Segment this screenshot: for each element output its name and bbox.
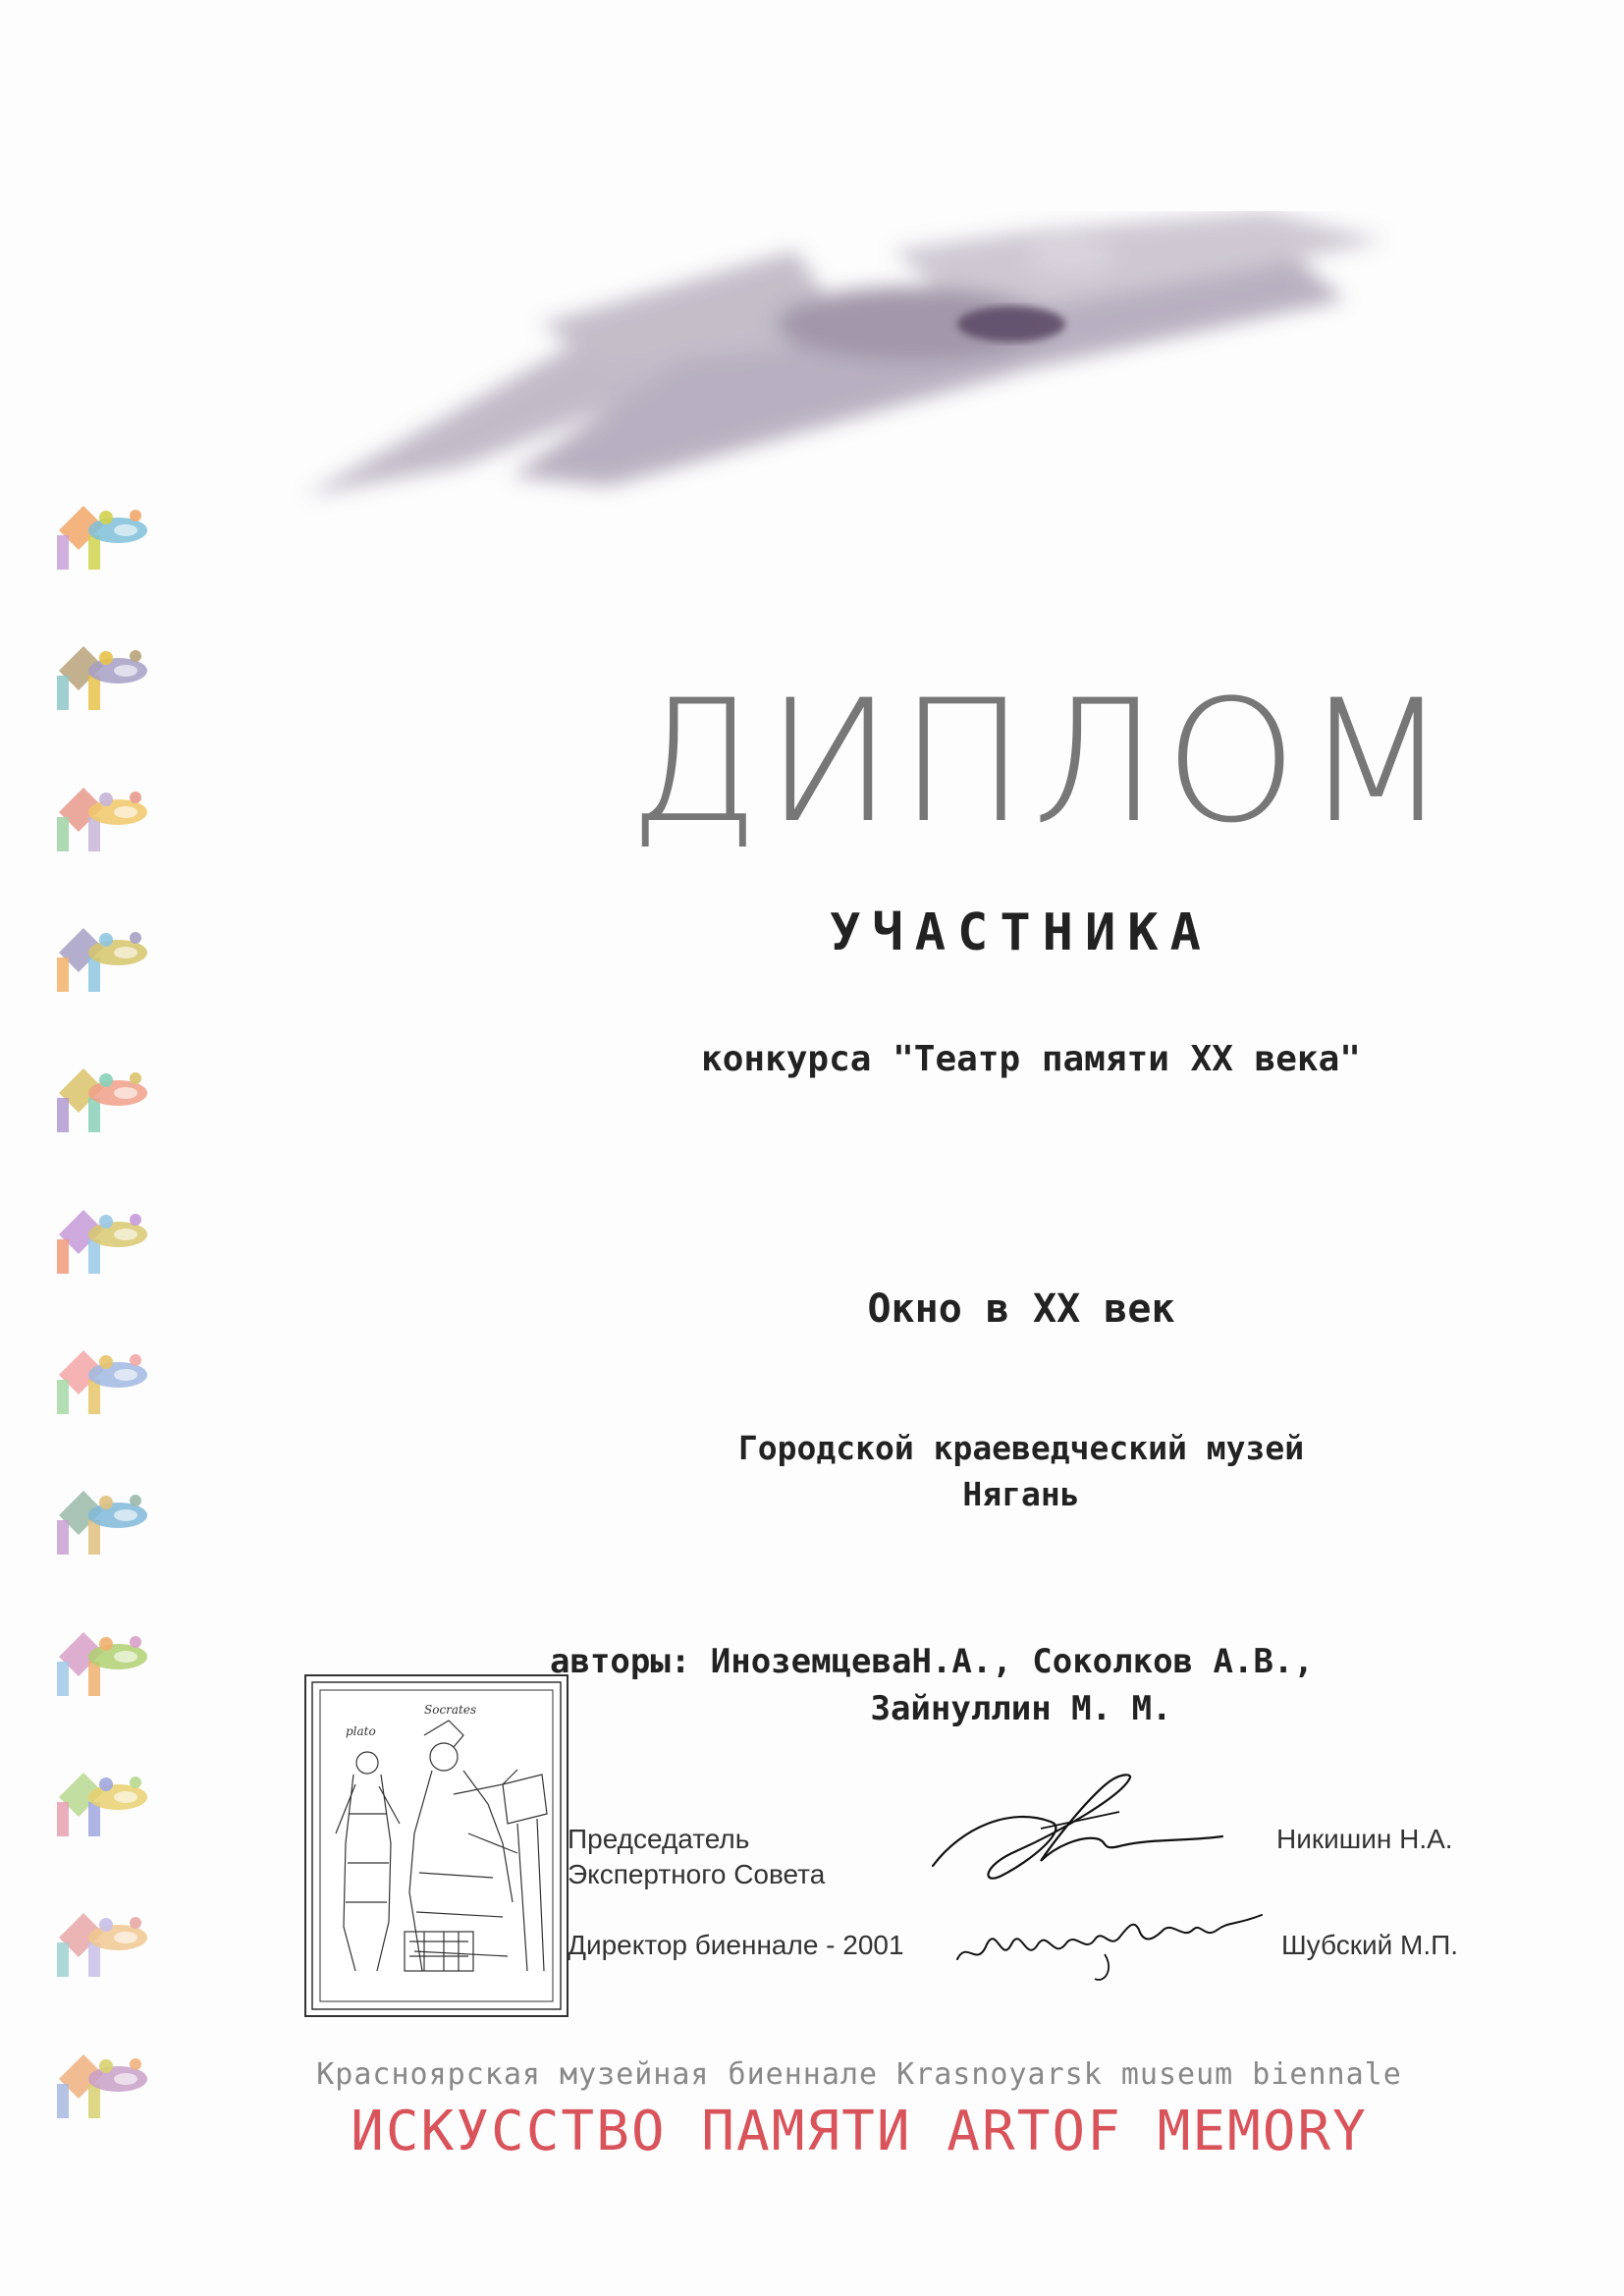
engraving-label-right: Socrates (424, 1703, 477, 1717)
biennale-logo-icon (49, 778, 157, 856)
director-role: Директор биеннале - 2001 (568, 1930, 904, 1960)
footer-biennale-name: Красноярская музейная биеннале Krasnoyarsk museum biennale (316, 2057, 1402, 2092)
engraving-label-left: plato (346, 1724, 376, 1738)
biennale-logo-icon (49, 918, 157, 997)
chair-role (568, 1822, 882, 1893)
biennale-logo-icon (49, 496, 157, 574)
diploma-title: ДИПЛОМ (628, 663, 1455, 860)
engraving-illustration (304, 1674, 568, 2017)
biennale-logo-icon (49, 2045, 157, 2123)
organization-name: Городской краеведческий музей (737, 1429, 1305, 1467)
authors-line-1: авторы: ИноземцеваН.А., Соколков А.В., (550, 1642, 1314, 1681)
organization-city: Нягань (962, 1475, 1080, 1513)
footer-art-of-memory: ИСКУССТВО ПАМЯТИ ARTOF MEMORY (351, 2100, 1368, 2163)
director-name: Шубский М.П. (1281, 1930, 1459, 1960)
chair-role-line-1: Председатель (568, 1824, 750, 1854)
biennale-logo-icon (49, 1340, 157, 1419)
biennale-logo-icon (49, 1622, 157, 1701)
work-title: Окно в XX век (867, 1286, 1175, 1332)
side-logo-column (49, 491, 167, 2180)
contest-name: конкурса "Театр памяти XX века" (701, 1039, 1361, 1079)
director-signature (947, 1900, 1281, 1989)
diploma-subtitle: УЧАСТНИКА (830, 903, 1213, 962)
hero-graphic (285, 211, 1443, 516)
biennale-logo-icon (49, 636, 157, 715)
biennale-logo-icon (49, 1481, 157, 1559)
biennale-logo-icon (49, 1763, 157, 1841)
biennale-logo-icon (49, 1903, 157, 1982)
biennale-logo-icon (49, 1059, 157, 1137)
biennale-logo-icon (49, 1200, 157, 1279)
chair-signature (923, 1768, 1237, 1895)
chair-name: Никишин Н.А. (1276, 1824, 1453, 1854)
authors-line-2: Зайнуллин М. М. (870, 1689, 1172, 1728)
chair-role-line-2: Экспертного Совета (568, 1859, 826, 1890)
